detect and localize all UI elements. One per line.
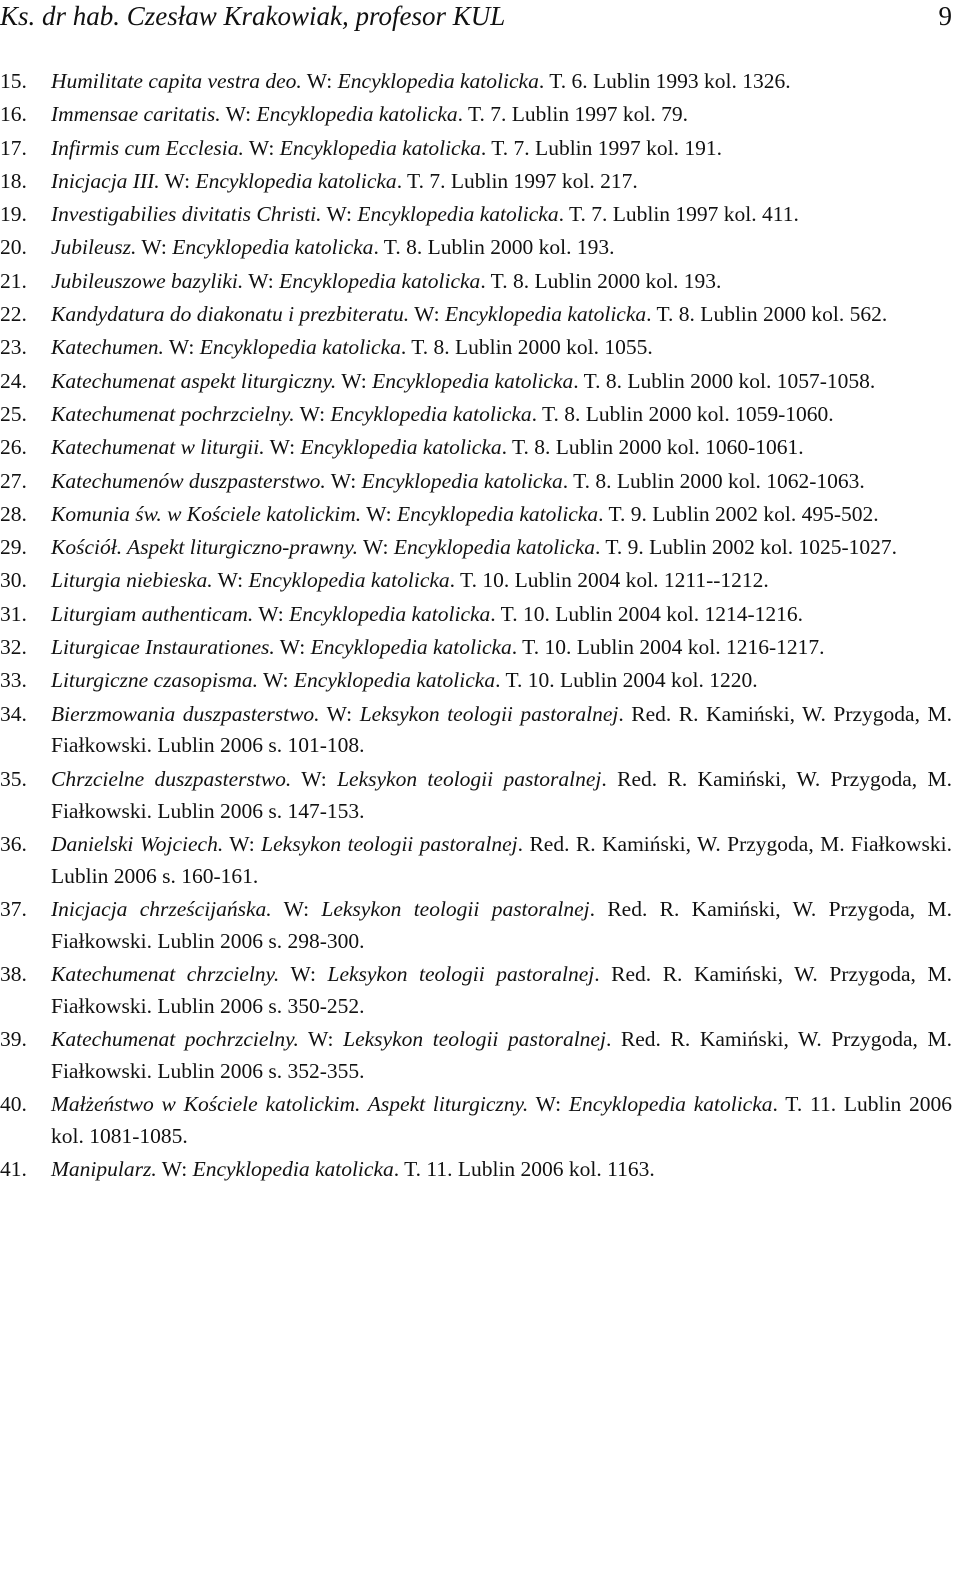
entry-source-work: Encyklopedia katolicka xyxy=(444,302,647,327)
entry-title: Komunia św. w Kościele katolickim. xyxy=(51,501,362,526)
entry-source-work: Leksykon teologii pastoralnej xyxy=(343,1027,606,1052)
bibliography-entry xyxy=(0,232,952,264)
entry-number: 35. xyxy=(0,766,27,791)
entry-details: . T. 10. Lublin 2004 kol. 1214-1216. xyxy=(490,601,804,626)
entry-separator: W: xyxy=(163,335,200,360)
entry-number: 16. xyxy=(0,102,27,127)
entry-source-work: Encyklopedia katolicka xyxy=(310,635,512,660)
entry-source-work: Encyklopedia katolicka xyxy=(393,535,595,560)
entry-details: . T. 8. Lublin 2000 kol. 1057-1058. xyxy=(573,368,876,393)
entry-title: Kościół. Aspekt liturgiczno-prawny. xyxy=(51,535,358,560)
bibliography-entry xyxy=(0,166,952,198)
bibliography-entry xyxy=(0,266,952,298)
entry-details: . T. 6. Lublin 1993 kol. 1326. xyxy=(538,69,791,93)
entry-source-work: Encyklopedia katolicka xyxy=(256,102,458,127)
entry-source-work: Encyklopedia katolicka xyxy=(300,435,502,460)
entry-number: 21. xyxy=(0,268,27,293)
entry-number: 31. xyxy=(0,601,27,626)
entry-separator: W: xyxy=(528,1092,569,1117)
entry-title: Liturgiam authenticam. xyxy=(51,601,254,626)
bibliography-entry xyxy=(0,66,952,98)
entry-details: . Red. R. Kamiński, W. Przygoda, M. Fiałkowski. Lublin 2006 s. 350-252. xyxy=(51,962,952,1018)
entry-title: Małżeństwo w Kościele katolickim. Aspekt liturgiczny. xyxy=(51,1092,529,1117)
entry-title: Liturgiczne czasopisma. xyxy=(51,668,259,693)
entry-number: 24. xyxy=(0,368,27,393)
entry-title: Infirmis cum Ecclesia. xyxy=(51,135,244,160)
entry-number: 29. xyxy=(0,535,27,560)
entry-source-work: Leksykon teologii pastoralnej xyxy=(337,766,602,791)
entry-source-work: Encyklopedia katolicka xyxy=(293,668,496,693)
entry-title: Liturgia niebieska. xyxy=(51,568,213,593)
entry-separator: W: xyxy=(159,168,196,193)
entry-number: 32. xyxy=(0,635,27,660)
entry-details: . Red. R. Kamiński, W. Przygoda, M. Fiałkowski. Lublin 2006 s. 352-355. xyxy=(51,1027,952,1083)
entry-number: 23. xyxy=(0,335,27,360)
entry-separator: W: xyxy=(325,468,362,493)
entry-title: Katechumenat pochrzcielny. xyxy=(51,401,295,426)
entry-source-work: Encyklopedia katolicka xyxy=(279,268,481,293)
entry-number: 26. xyxy=(0,435,27,460)
entry-source-work: Encyklopedia katolicka xyxy=(396,501,599,526)
entry-number: 20. xyxy=(0,235,27,260)
entry-details: . Red. R. Kamiński, W. Przygoda, M. Fiałkowski. Lublin 2006 s. 147-153. xyxy=(51,766,952,823)
entry-number: 41. xyxy=(0,1157,27,1182)
entry-title: Jubileusz. xyxy=(51,235,137,260)
entry-details: . T. 11. Lublin 2006 kol. 1163. xyxy=(393,1157,655,1182)
entry-number: 18. xyxy=(0,168,27,193)
entry-number: 39. xyxy=(0,1027,27,1052)
entry-separator: W: xyxy=(357,535,394,560)
entry-source-work: Encyklopedia katolicka xyxy=(279,135,481,160)
entry-details: . T. 9. Lublin 2002 kol. 495-502. xyxy=(598,501,879,526)
entry-separator: W: xyxy=(319,701,360,726)
entry-title: Katechumen. xyxy=(51,335,164,360)
entry-separator: W: xyxy=(156,1157,193,1182)
entry-title: Inicjacja chrześcijańska. xyxy=(51,896,272,921)
entry-source-work: Encyklopedia katolicka xyxy=(372,368,574,393)
entry-source-work: Encyklopedia katolicka xyxy=(172,235,374,260)
bibliography-entry xyxy=(0,1024,952,1088)
bibliography-entry xyxy=(0,699,952,763)
entry-number: 17. xyxy=(0,135,27,160)
bibliography-entry xyxy=(0,959,952,1023)
bibliography-entry xyxy=(0,432,952,464)
entry-source-work: Encyklopedia katolicka xyxy=(289,601,491,626)
entry-separator: W: xyxy=(321,202,358,227)
entry-details: . T. 9. Lublin 2002 kol. 1025-1027. xyxy=(595,535,897,560)
entry-separator: W: xyxy=(243,135,280,160)
entry-number: 33. xyxy=(0,668,27,693)
page-number: 9 xyxy=(938,1,952,31)
entry-title: Chrzcielne duszpasterstwo. xyxy=(51,766,292,791)
bibliography-entry xyxy=(0,199,952,231)
entry-separator: W: xyxy=(264,435,301,460)
bibliography-entry xyxy=(0,665,952,697)
entry-title: Humilitate capita vestra deo. xyxy=(51,69,302,93)
entry-separator: W: xyxy=(223,831,262,856)
bibliography-entry xyxy=(0,99,952,131)
entry-separator: W: xyxy=(243,268,280,293)
entry-details: . T. 11. Lublin 2006 kol. 1081-1085. xyxy=(51,1092,952,1148)
entry-details: . T. 10. Lublin 2004 kol. 1220. xyxy=(495,668,758,693)
entry-separator: W: xyxy=(298,1027,344,1052)
entry-details: . T. 7. Lublin 1997 kol. 191. xyxy=(480,135,722,160)
entry-separator: W: xyxy=(291,766,338,791)
entry-separator: W: xyxy=(361,501,397,526)
entry-separator: W: xyxy=(294,401,331,426)
entry-details: . T. 8. Lublin 2000 kol. 1062-1063. xyxy=(562,468,865,493)
bibliography-entry xyxy=(0,1154,952,1186)
entry-title: Jubileuszowe bazyliki. xyxy=(51,268,244,293)
entry-number: 36. xyxy=(0,831,27,856)
entry-details: . T. 7. Lublin 1997 kol. 217. xyxy=(396,168,638,193)
entry-title: Bierzmowania duszpasterstwo. xyxy=(51,701,320,726)
entry-number: 15. xyxy=(0,69,27,93)
entry-separator: W: xyxy=(301,69,338,93)
entry-source-work: Encyklopedia katolicka xyxy=(199,335,401,360)
entry-separator: W: xyxy=(409,302,445,327)
entry-separator: W: xyxy=(253,601,290,626)
entry-details: . T. 7. Lublin 1997 kol. 79. xyxy=(457,102,688,127)
entry-source-work: Encyklopedia katolicka xyxy=(568,1092,773,1117)
entry-source-work: Encyklopedia katolicka xyxy=(361,468,563,493)
entry-source-work: Encyklopedia katolicka xyxy=(357,202,559,227)
entry-details: . T. 8. Lublin 2000 kol. 1059-1060. xyxy=(531,401,834,426)
bibliography-entry xyxy=(0,599,952,631)
entry-title: Katechumenów duszpasterstwo. xyxy=(51,468,326,493)
entry-details: . T. 8. Lublin 2000 kol. 193. xyxy=(480,268,722,293)
entry-number: 25. xyxy=(0,401,27,426)
entry-title: Kandydatura do diakonatu i prezbiteratu. xyxy=(51,302,410,327)
entry-source-work: Leksykon teologii pastoralnej xyxy=(359,701,619,726)
bibliography-entry xyxy=(0,632,952,664)
entry-details: . T. 8. Lublin 2000 kol. 562. xyxy=(646,302,888,327)
bibliography-entry xyxy=(0,366,952,398)
bibliography-entry xyxy=(0,1089,952,1153)
entry-details: . Red. R. Kamiński, W. Przygoda, M. Fiałkowski. Lublin 2006 s. 160-161. xyxy=(51,831,952,888)
bibliography-entry xyxy=(0,894,952,958)
bibliography-entry xyxy=(0,332,952,364)
entry-title: Danielski Wojciech. xyxy=(51,831,224,856)
bibliography-entry xyxy=(0,565,952,597)
entry-title: Immensae caritatis. xyxy=(51,102,221,127)
entry-title: Katechumenat chrzcielny. xyxy=(51,962,280,987)
entry-details: . T. 7. Lublin 1997 kol. 411. xyxy=(558,202,799,227)
entry-number: 40. xyxy=(0,1092,27,1117)
bibliography-entry xyxy=(0,829,952,893)
entry-separator: W: xyxy=(336,368,373,393)
header-title: Ks. dr hab. Czesław Krakowiak, profesor KUL xyxy=(0,1,506,31)
entry-details: . T. 8. Lublin 2000 kol. 1060-1061. xyxy=(501,435,804,460)
bibliography-entry xyxy=(0,466,952,498)
entry-source-work: Leksykon teologii pastoralnej xyxy=(261,831,518,856)
entry-number: 37. xyxy=(0,896,27,921)
entry-number: 34. xyxy=(0,701,27,726)
entry-separator: W: xyxy=(271,896,322,921)
entry-title: Katechumenat w liturgii. xyxy=(51,435,265,460)
entry-title: Manipularz. xyxy=(51,1157,157,1182)
bibliography-entry xyxy=(0,499,952,531)
entry-number: 38. xyxy=(0,962,27,987)
bibliography-entry xyxy=(0,532,952,564)
entry-source-work: Encyklopedia katolicka xyxy=(337,69,539,93)
entry-source-work: Leksykon teologii pastoralnej xyxy=(327,962,595,987)
entry-source-work: Encyklopedia katolicka xyxy=(192,1157,394,1182)
entry-separator: W: xyxy=(212,568,249,593)
bibliography-entry xyxy=(0,399,952,431)
entry-details: . Red. R. Kamiński, W. Przygoda, M. Fiałkowski. Lublin 2006 s. 101-108. xyxy=(51,701,952,758)
entry-source-work: Encyklopedia katolicka xyxy=(195,168,397,193)
entry-title: Katechumenat aspekt liturgiczny. xyxy=(51,368,337,393)
entry-details: . T. 10. Lublin 2004 kol. 1211--1212. xyxy=(449,568,769,593)
entry-separator: W: xyxy=(279,962,328,987)
entry-number: 22. xyxy=(0,302,27,327)
entry-number: 28. xyxy=(0,501,27,526)
entry-source-work: Leksykon teologii pastoralnej xyxy=(321,896,590,921)
running-header xyxy=(0,0,952,36)
entry-number: 19. xyxy=(0,202,27,227)
entry-details: . T. 8. Lublin 2000 kol. 193. xyxy=(373,235,615,260)
entry-number: 30. xyxy=(0,568,27,593)
entry-separator: W: xyxy=(220,102,257,127)
bibliography-entry xyxy=(0,764,952,828)
entry-title: Liturgicae Instaurationes. xyxy=(51,635,275,660)
entry-source-work: Encyklopedia katolicka xyxy=(248,568,450,593)
entry-details: . T. 10. Lublin 2004 kol. 1216-1217. xyxy=(511,635,825,660)
entry-separator: W: xyxy=(274,635,311,660)
entry-number: 27. xyxy=(0,468,27,493)
entry-title: Inicjacja III. xyxy=(51,168,160,193)
entry-details: . T. 8. Lublin 2000 kol. 1055. xyxy=(400,335,653,360)
entry-source-work: Encyklopedia katolicka xyxy=(330,401,532,426)
entry-separator: W: xyxy=(258,668,294,693)
bibliography-entry xyxy=(0,133,952,165)
entry-title: Investigabilies divitatis Christi. xyxy=(51,202,322,227)
entry-details: . Red. R. Kamiński, W. Przygoda, M. Fiałkowski. Lublin 2006 s. 298-300. xyxy=(51,896,952,953)
entry-separator: W: xyxy=(136,235,173,260)
entry-title: Katechumenat pochrzcielny. xyxy=(51,1027,299,1052)
bibliography-list xyxy=(0,66,952,1188)
bibliography-entry xyxy=(0,299,952,331)
